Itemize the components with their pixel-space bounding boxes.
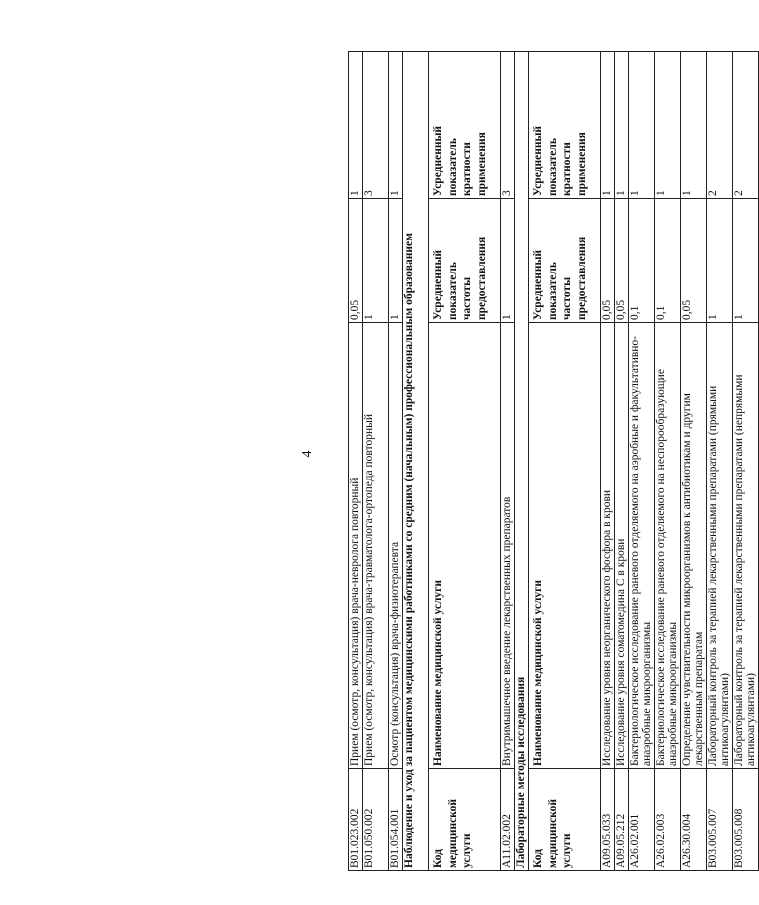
multiplicity-value: 2 (707, 52, 733, 199)
multiplicity-value: 1 (655, 52, 681, 199)
service-name: Бактериологическое исследование раневого отделяемого на неспорообразующие анаэробные микроорганизмы (655, 323, 681, 769)
table-row (501, 52, 515, 871)
header-name: Наименование медицинской услуги (529, 323, 601, 769)
service-code: A09.05.212 (615, 769, 629, 871)
table-row (733, 52, 759, 871)
service-code: A26.02.001 (629, 769, 655, 871)
service-name: Внутримышечное введение лекарственных препаратов (501, 323, 515, 769)
multiplicity-value: 1 (601, 52, 615, 199)
service-name: Осмотр (консультация) врача-физиотерапевта (389, 323, 403, 769)
multiplicity-value: 1 (389, 52, 403, 199)
multiplicity-value: 1 (349, 52, 363, 199)
service-code: A09.05.033 (601, 769, 615, 871)
frequency-value: 1 (707, 199, 733, 323)
table-row (681, 52, 707, 871)
service-name: Исследование уровня неорганического фосфора в крови (601, 323, 615, 769)
service-code: B03.005.007 (707, 769, 733, 871)
services-table-rotated (348, 52, 757, 871)
frequency-value: 1 (501, 199, 515, 323)
header-frequency: Усредненный показатель частоты предоставления (429, 199, 501, 323)
header-name: Наименование медицинской услуги (429, 323, 501, 769)
header-code: Код медицинской услуги (529, 769, 601, 871)
table-row (363, 52, 389, 871)
service-name: Лабораторный контроль за терапией лекарственными препаратами (прямыми антикоагулянтами) (707, 323, 733, 769)
section-title-row (403, 52, 429, 871)
frequency-value: 1 (389, 199, 403, 323)
service-code: B01.023.002 (349, 769, 363, 871)
header-frequency: Усредненный показатель частоты предоставления (529, 199, 601, 323)
service-code: A26.02.003 (655, 769, 681, 871)
table-row (615, 52, 629, 871)
multiplicity-value: 1 (615, 52, 629, 199)
frequency-value: 0,05 (615, 199, 629, 323)
frequency-value: 1 (733, 199, 759, 323)
header-code: Код медицинской услуги (429, 769, 501, 871)
section-title: Наблюдение и уход за пациентом медицинскими работниками со средним (начальным) профессиональным образованием (403, 52, 429, 871)
service-name: Лабораторный контроль за терапией лекарственными препаратами (непрямыми антикоагулянтами) (733, 323, 759, 769)
frequency-value: 0,1 (655, 199, 681, 323)
frequency-value: 1 (363, 199, 389, 323)
table-row (349, 52, 363, 871)
section-title-row (515, 52, 529, 871)
frequency-value: 0,05 (349, 199, 363, 323)
multiplicity-value: 3 (501, 52, 515, 199)
section-title: Лабораторные методы исследования (515, 52, 529, 871)
multiplicity-value: 2 (733, 52, 759, 199)
service-code: B01.050.002 (363, 769, 389, 871)
service-code: A26.30.004 (681, 769, 707, 871)
header-multiplicity: Усредненный показатель кратности применения (429, 52, 501, 199)
service-name: Определение чувствительности микроорганизмов к антибиотикам и другим лекарственным препаратам (681, 323, 707, 769)
table-row (707, 52, 733, 871)
table-row (655, 52, 681, 871)
multiplicity-value: 1 (681, 52, 707, 199)
header-multiplicity: Усредненный показатель кратности применения (529, 52, 601, 199)
service-name: Исследование уровня соматомедина С в крови (615, 323, 629, 769)
services-table (348, 51, 759, 871)
table-row (601, 52, 615, 871)
service-name: Прием (осмотр, консультация) врача-невролога повторный (349, 323, 363, 769)
header-row (529, 52, 601, 871)
table-row (389, 52, 403, 871)
multiplicity-value: 1 (629, 52, 655, 199)
service-code: B03.005.008 (733, 769, 759, 871)
multiplicity-value: 3 (363, 52, 389, 199)
service-code: B01.054.001 (389, 769, 403, 871)
frequency-value: 0,1 (629, 199, 655, 323)
frequency-value: 0,05 (601, 199, 615, 323)
service-name: Бактериологическое исследование раневого отделяемого на аэробные и факультативно-анаэробные микроорганизмы (629, 323, 655, 769)
service-code: A11.02.002 (501, 769, 515, 871)
frequency-value: 0,05 (681, 199, 707, 323)
header-row (429, 52, 501, 871)
service-name: Прием (осмотр, консультация) врача-травматолога-ортопеда повторный (363, 323, 389, 769)
page-number: 4 (300, 450, 315, 458)
table-row (629, 52, 655, 871)
